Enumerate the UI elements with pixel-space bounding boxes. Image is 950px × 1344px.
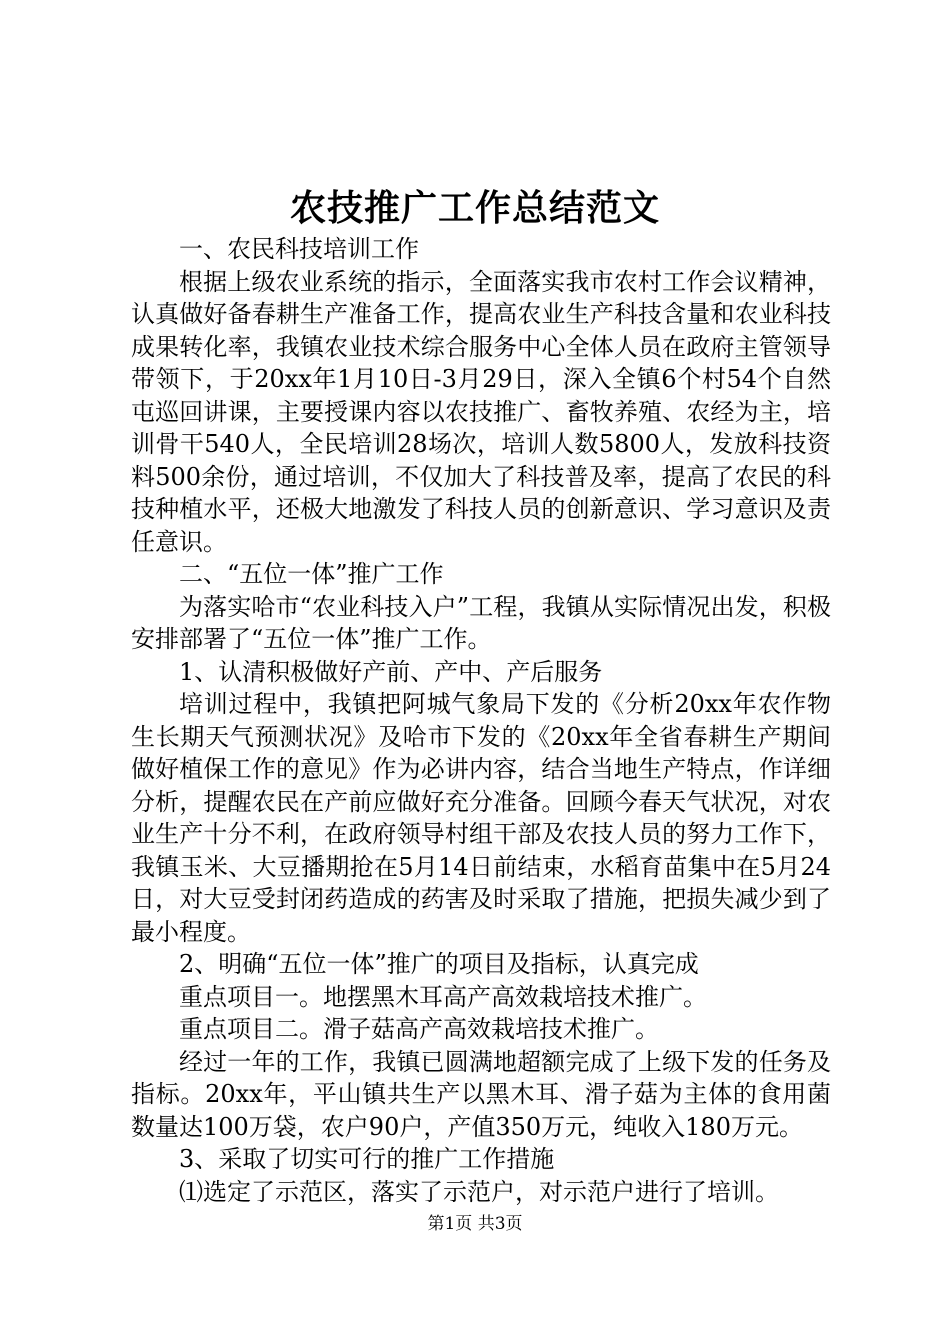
paragraph: ⑴选定了示范区，落实了示范户，对示范户进行了培训。 <box>179 1177 779 1206</box>
document-title: 农技推广工作总结范文 <box>289 187 660 229</box>
paragraph: 经过一年的工作，我镇已圆满地超额完成了上级下发的任务及指标。20xx年，平山镇共生产以黑木耳、滑子菇为主体的食用菌数量达100万袋，农户90户，产值350万元，纯收入180万元。 <box>131 1047 831 1141</box>
paragraph: 重点项目一。地摆黑木耳高产高效栽培技术推广。 <box>179 982 707 1011</box>
paragraph: 培训过程中，我镇把阿城气象局下发的《分析20xx年农作物生长期天气预测状况》及哈市下发的《20xx年全省春耕生产期间做好植保工作的意见》作为必讲内容，结合当地生产特点，作详细分析，提醒农民在产前应做好充分准备。回顾今春天气状况，对农业生产十分不利，在政府领导村组干部及农技人员的努力工作下，我镇玉米、大豆播期抢在5月14日前结束，水稻育苗集中在5月24日，对大豆受封闭药造成的药害及时采取了措施，把损失减少到了最小程度。 <box>131 690 831 946</box>
page-footer: 第1页 共3页 <box>427 1214 523 1234</box>
subsection-heading-1: 1、认清积极做好产前、产中、产后服务 <box>179 657 603 686</box>
paragraph: 重点项目二。滑子菇高产高效栽培技术推广。 <box>179 1015 659 1043</box>
subsection-heading-2: 2、明确“五位一体”推广的项目及指标，认真完成 <box>179 950 699 978</box>
section-heading-1: 一、农民科技培训工作 <box>179 235 419 263</box>
document-body <box>131 233 831 1208</box>
subsection-heading-3: 3、采取了切实可行的推广工作措施 <box>179 1145 555 1173</box>
section-heading-2: 二、“五位一体”推广工作 <box>179 560 444 588</box>
paragraph: 为落实哈市“农业科技入户”工程，我镇从实际情况出发，积极安排部署了“五位一体”推广工作。 <box>131 592 831 653</box>
paragraph: 根据上级农业系统的指示，全面落实我市农村工作会议精神，认真做好备春耕生产准备工作，提高农业生产科技含量和农业科技成果转化率，我镇农业技术综合服务中心全体人员在政府主管领导带领下，于20xx年1月10日-3月29日，深入全镇6个村54个自然屯巡回讲课，主要授课内容以农技推广、畜牧养殖、农经为主，培训骨干540人，全民培训28场次，培训人数5800人，发放科技资料500余份，通过培训，不仅加大了科技普及率，提高了农民的科技种植水平，还极大地激发了科技人员的创新意识、学习意识及责任意识。 <box>131 267 831 556</box>
